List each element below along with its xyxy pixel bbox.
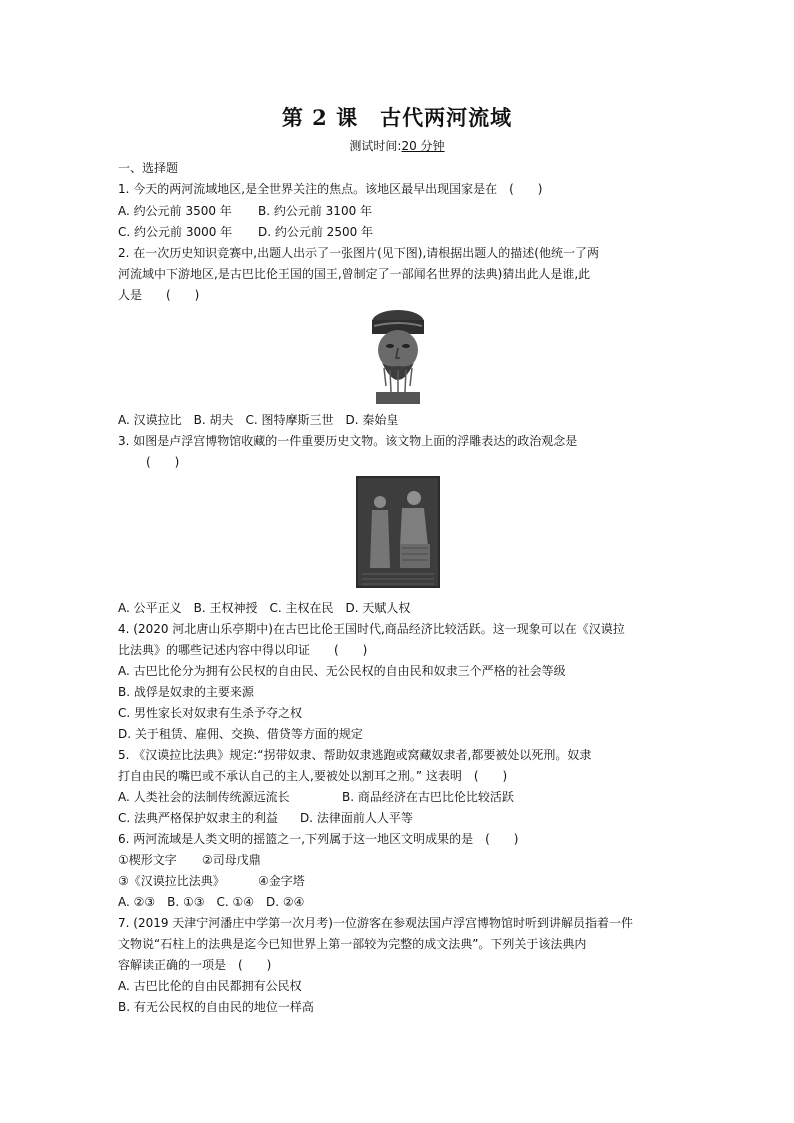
king-head-sculpture-image [356, 306, 440, 406]
page-title: 第 2 课 古代两河流域 [281, 105, 513, 130]
q5-stem-line1: 5. 《汉谟拉比法典》规定:“拐带奴隶、帮助奴隶逃跑或窝藏奴隶者,都要被处以死刑。奴隶 [118, 748, 592, 762]
q2-stem-line3: 人是 ( ) [118, 288, 200, 302]
q7-stem-line3: 容解读正确的一项是 ( ) [118, 958, 272, 972]
q1-option-b: B. 约公元前 3100 年 [258, 204, 373, 218]
test-time-label: 测试时间: [349, 139, 402, 153]
q7-option-a: A. 古巴比伦的自由民都拥有公民权 [118, 979, 302, 993]
q5-option-a: A. 人类社会的法制传统源远流长 [118, 790, 290, 804]
q2-options: A. 汉谟拉比 B. 胡夫 C. 图特摩斯三世 D. 秦始皇 [118, 413, 399, 427]
q2-stem-line1: 2. 在一次历史知识竞赛中,出题人出示了一张图片(见下图),请根据出题人的描述(他统一了两 [118, 246, 599, 260]
q4-option-a: A. 古巴比伦分为拥有公民权的自由民、无公民权的自由民和奴隶三个严格的社会等级 [118, 664, 566, 678]
q6-items-row2 [118, 873, 678, 889]
q1-option-d: D. 约公元前 2500 年 [258, 225, 374, 239]
q1-options-row1 [118, 203, 678, 219]
q6-options: A. ②③ B. ①③ C. ①④ D. ②④ [118, 895, 305, 909]
q6-stem: 6. 两河流域是人类文明的摇篮之一,下列属于这一地区文明成果的是 ( ) [118, 832, 519, 846]
q4-option-d: D. 关于租赁、雇佣、交换、借贷等方面的规定 [118, 727, 363, 741]
q5-options-row1 [118, 789, 678, 805]
q1-option-a: A. 约公元前 3500 年 [118, 204, 232, 218]
q6-item-4: ④金字塔 [258, 874, 305, 888]
q5-stem-line2: 打自由民的嘴巴或不承认自己的主人,要被处以割耳之刑。” 这表明 ( ) [118, 769, 508, 783]
q4-stem-line1: 4. (2020 河北唐山乐亭期中)在古巴比伦王国时代,商品经济比较活跃。这一现象可以在《汉谟拉 [118, 622, 625, 636]
q3-stem-line1: 3. 如图是卢浮宫博物馆收藏的一件重要历史文物。该文物上面的浮雕表达的政治观念是 [118, 434, 578, 448]
q7-stem-line2: 文物说“石柱上的法典是迄今已知世界上第一部较为完整的成文法典”。下列关于该法典内 [118, 937, 587, 951]
section-heading: 一、选择题 [118, 161, 179, 175]
q1-stem: 1. 今天的两河流域地区,是全世界关注的焦点。该地区最早出现国家是在 ( ) [118, 182, 543, 196]
test-time [0, 137, 794, 154]
test-time-value: 20 分钟 [401, 139, 445, 153]
q6-items-row1 [118, 852, 678, 868]
q4-stem-line2: 比法典》的哪些记述内容中得以印证 ( ) [118, 643, 368, 657]
q7-option-b: B. 有无公民权的自由民的地位一样高 [118, 1000, 314, 1014]
q4-option-b: B. 战俘是奴隶的主要来源 [118, 685, 254, 699]
q5-options-row2 [118, 810, 678, 826]
q3-stem-line2: ( ) [146, 455, 180, 469]
q6-item-3: ③《汉谟拉比法典》 [118, 874, 225, 888]
q6-item-1: ①楔形文字 [118, 853, 177, 867]
q1-option-c: C. 约公元前 3000 年 [118, 225, 233, 239]
q2-stem-line2: 河流域中下游地区,是古巴比伦王国的国王,曾制定了一部闻名世界的法典)猜出此人是谁,此 [118, 267, 591, 281]
q5-option-b: B. 商品经济在古巴比伦比较活跃 [342, 790, 514, 804]
code-of-hammurabi-stele-image [356, 476, 440, 588]
q1-options-row2 [118, 224, 678, 240]
q3-options: A. 公平正义 B. 王权神授 C. 主权在民 D. 天赋人权 [118, 601, 411, 615]
q5-option-c: C. 法典严格保护奴隶主的利益 [118, 811, 279, 825]
q7-stem-line1: 7. (2019 天津宁河潘庄中学第一次月考)一位游客在参观法国卢浮宫博物馆时听到讲解员指着一件 [118, 916, 633, 930]
q4-option-c: C. 男性家长对奴隶有生杀予夺之权 [118, 706, 303, 720]
q5-option-d: D. 法律面前人人平等 [300, 811, 413, 825]
q6-item-2: ②司母戊鼎 [202, 853, 261, 867]
